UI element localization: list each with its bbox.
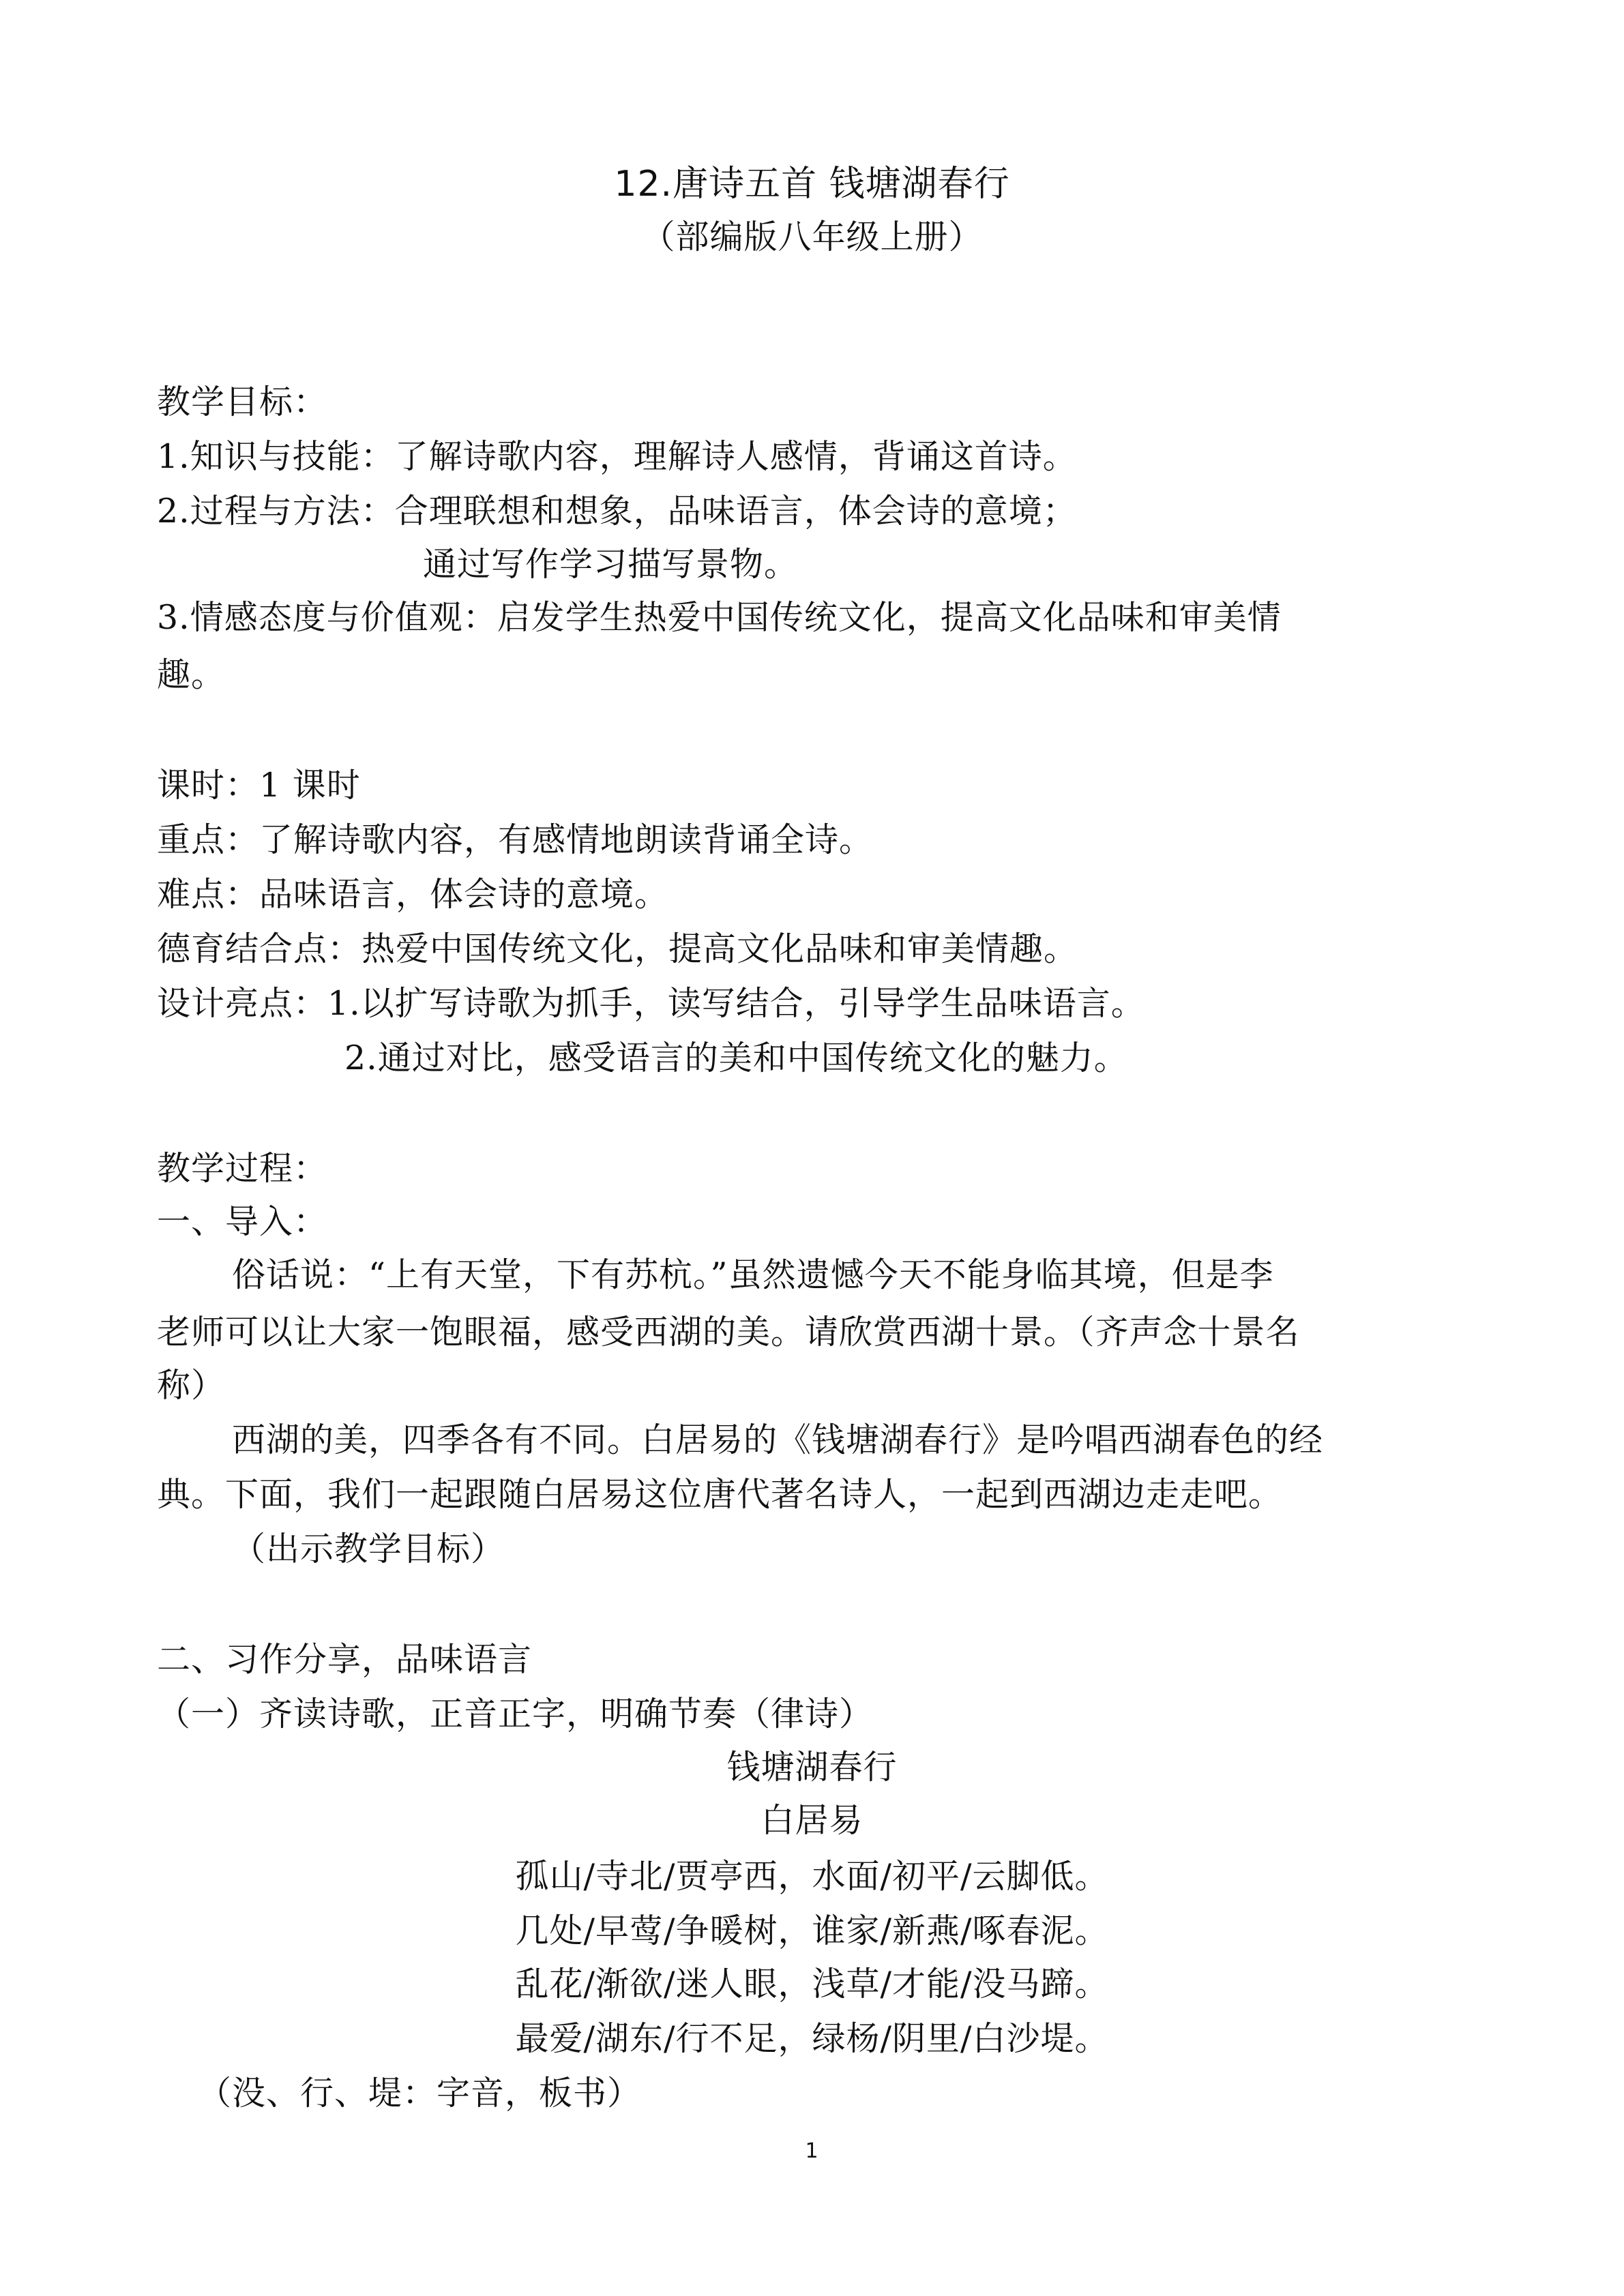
difficulty-point: 难点：品味语言，体会诗的意境。: [157, 875, 669, 914]
design-highlight-1: 设计亮点：1.以扩写诗歌为抓手，读写结合，引导学生品味语言。: [157, 984, 1145, 1023]
intro-paragraph-1-line-2: 老师可以让大家一饱眼福，感受西湖的美。请欣赏西湖十景。（齐声念十景名: [157, 1313, 1300, 1352]
section-1-title: 一、导入：: [157, 1202, 328, 1241]
page-subtitle: （部编版八年级上册）: [641, 218, 983, 256]
section-2-title: 二、习作分享，品味语言: [157, 1640, 533, 1679]
intro-paragraph-2-line-1: 西湖的美，四季各有不同。白居易的《钱塘湖春行》是吟唱西湖春色的经: [232, 1420, 1324, 1459]
process-heading: 教学过程：: [157, 1149, 328, 1188]
poem-line-1: 孤山/寺北/贾亭西，水面/初平/云脚低。: [515, 1857, 1109, 1896]
page-title: 12.唐诗五首 钱塘湖春行: [614, 164, 1010, 205]
poem-author: 白居易: [761, 1801, 863, 1840]
intro-paragraph-2-line-3: （出示教学目标）: [232, 1530, 505, 1568]
moral-education-point: 德育结合点：热爱中国传统文化，提高文化品味和审美情趣。: [157, 929, 1078, 968]
objective-item-3: 3.情感态度与价值观：启发学生热爱中国传统文化，提高文化品味和审美情: [157, 598, 1282, 637]
objective-item-2-continued: 通过写作学习描写景物。: [423, 545, 799, 584]
intro-paragraph-2-line-2: 典。下面，我们一起跟随白居易这位唐代著名诗人，一起到西湖边走走吧。: [157, 1475, 1283, 1514]
poem-line-4: 最爱/湖东/行不足，绿杨/阴里/白沙堤。: [515, 2019, 1109, 2058]
objective-item-3-continued: 趣。: [157, 655, 226, 694]
objective-item-2: 2.过程与方法：合理联想和想象，品味语言，体会诗的意境；: [157, 492, 1077, 531]
intro-paragraph-1-line-3: 称）: [157, 1366, 226, 1405]
poem-line-3: 乱花/渐欲/迷人眼，浅草/才能/没马蹄。: [515, 1965, 1109, 2003]
page-number: 1: [805, 2139, 819, 2163]
subsection-1-title: （一）齐读诗歌，正音正字，明确节奏（律诗）: [157, 1695, 874, 1733]
pronunciation-note: （没、行、堤：字音，板书）: [198, 2074, 642, 2113]
key-point: 重点：了解诗歌内容，有感情地朗读背诵全诗。: [157, 820, 874, 859]
design-highlight-2: 2.通过对比，感受语言的美和中国传统文化的魅力。: [344, 1039, 1128, 1077]
objectives-heading: 教学目标：: [157, 383, 328, 421]
class-hours: 课时：1 课时: [157, 766, 361, 805]
objective-item-1: 1.知识与技能：了解诗歌内容，理解诗人感情，背诵这首诗。: [157, 437, 1077, 476]
poem-title: 钱塘湖春行: [726, 1748, 898, 1787]
poem-line-2: 几处/早莺/争暖树，谁家/新燕/啄春泥。: [515, 1911, 1109, 1950]
intro-paragraph-1-line-1: 俗话说：“上有天堂，下有苏杭。”虽然遗憾今天不能身临其境，但是李: [232, 1255, 1274, 1294]
